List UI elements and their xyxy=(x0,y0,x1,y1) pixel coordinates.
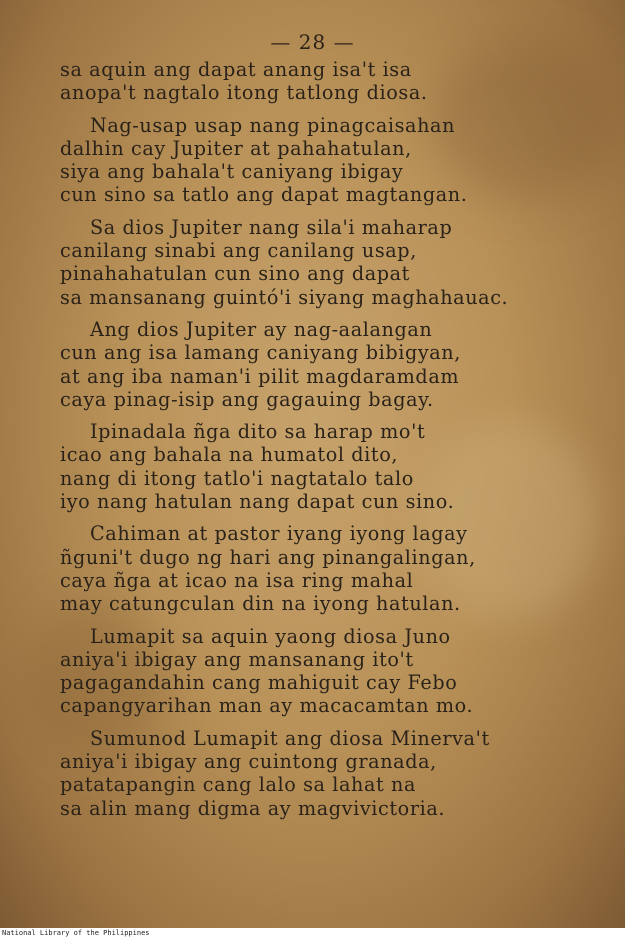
library-credit: National Library of the Philippines xyxy=(2,929,150,937)
poem-line: sa aquin ang dapat anang isa't isa xyxy=(60,58,412,81)
poem-line: canilang sinabi ang canilang usap, xyxy=(60,239,417,263)
poem-line: nang di itong tatlo'i nagtatalo talo xyxy=(60,466,414,490)
stanza-gap xyxy=(60,309,605,318)
poem-line: aniya'i ibigay ang mansanang ito't xyxy=(60,647,414,671)
poem-line: dalhin cay Jupiter at pahahatulan, xyxy=(60,136,412,160)
poem-line: Ang dios Jupiter ay nag-aalangan xyxy=(90,317,433,341)
stanza-gap xyxy=(60,207,605,216)
poem-line: patatapangin cang lalo sa lahat na xyxy=(60,773,417,797)
poem-line: at ang iba naman'i pilit magdaramdam xyxy=(60,364,460,388)
stanza xyxy=(60,727,605,820)
poem-line: Ipinadala ñga dito sa harap mo't xyxy=(90,420,426,444)
poem-line: sa mansanang guintó'i siyang maghahauac. xyxy=(60,285,509,309)
poem-line: may catungculan din na iyong hatulan. xyxy=(60,592,461,616)
stanza xyxy=(60,522,605,615)
stanza xyxy=(60,114,605,207)
stanza-gap xyxy=(60,411,605,420)
poem-text xyxy=(60,58,605,820)
poem-line: Sumunod Lumapit ang diosa Minerva't xyxy=(90,726,490,750)
stanza-gap xyxy=(60,105,605,114)
poem-line: pinahahatulan cun sino ang dapat xyxy=(60,262,410,286)
poem-line: Cahiman at pastor iyang iyong lagay xyxy=(90,522,468,546)
poem-line: cun sino sa tatlo ang dapat magtangan. xyxy=(60,183,468,207)
poem-line: cun ang isa lamang caniyang bibigyan, xyxy=(60,341,461,365)
poem-line: siya ang bahala't caniyang ibigay xyxy=(60,160,404,184)
stanza xyxy=(60,420,605,513)
poem-line: icao ang bahala na humatol dito, xyxy=(60,443,399,467)
poem-line: Nag-usap usap nang pinagcaisahan xyxy=(90,113,456,137)
stanza xyxy=(60,216,605,309)
stanza-gap xyxy=(60,513,605,522)
poem-line: anopa't nagtalo itong tatlong diosa. xyxy=(60,81,428,105)
poem-line: Lumapit sa aquin yaong diosa Juno xyxy=(90,624,451,648)
poem-line: capangyarihan man ay macacamtan mo. xyxy=(60,694,474,718)
poem-line: caya pinag-isip ang gagauing bagay. xyxy=(60,387,434,411)
poem-line: caya ñga at icao na isa ring mahal xyxy=(60,568,414,592)
stanza-gap xyxy=(60,718,605,727)
poem-line: iyo nang hatulan nang dapat cun sino. xyxy=(60,490,455,514)
poem-line: pagagandahin cang mahiguit cay Febo xyxy=(60,671,458,695)
poem-line: Sa dios Jupiter nang sila'i maharap xyxy=(90,215,453,239)
stanza-gap xyxy=(60,616,605,625)
poem-line: sa alin mang digma ay magvivictoria. xyxy=(60,796,446,820)
poem-line: ñguni't dugo ng hari ang pinangalingan, xyxy=(60,545,476,569)
stanza xyxy=(60,318,605,411)
page-number: — 28 — xyxy=(270,30,355,54)
stanza xyxy=(60,58,605,105)
poem-line: aniya'i ibigay ang cuintong granada, xyxy=(60,750,437,774)
stanza xyxy=(60,625,605,718)
